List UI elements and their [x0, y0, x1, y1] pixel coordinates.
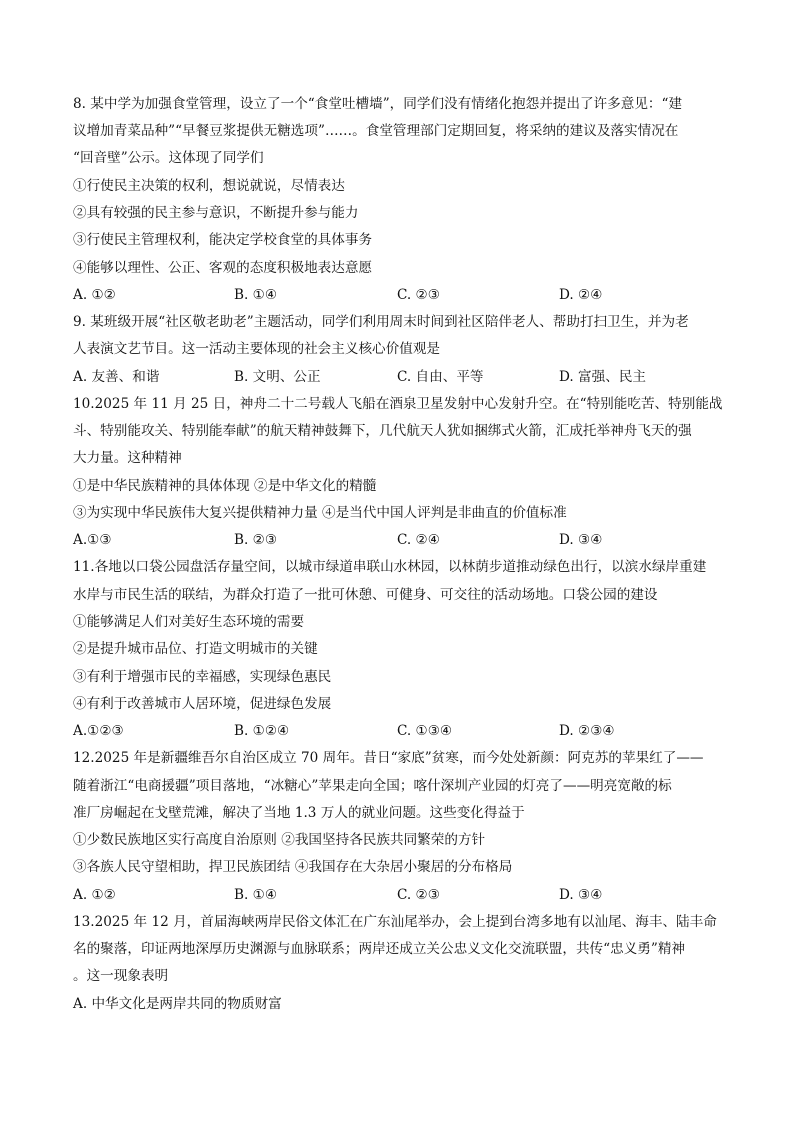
- question-stem-line: 斗、特别能攻关、特别能奉献”的航天精神鼓舞下，几代航天人犹如捆绑式火箭，汇成托举神舟飞天的强: [73, 423, 692, 439]
- answer-option-a: A. 中华文化是两岸共同的物质财富: [73, 996, 282, 1012]
- answer-option-d: D. ③④: [559, 532, 603, 548]
- question-stem-line: 9. 某班级开展“社区敬老助老”主题活动，同学们利用周末时间到社区陪伴老人、帮助打扫卫生，并为老: [73, 314, 689, 330]
- question-stem-line: 议增加青菜品种”“早餐豆浆提供无糖选项”……。食堂管理部门定期回复，将采纳的建议及落实情况在: [73, 123, 679, 139]
- answer-option-a: A.①③: [73, 532, 112, 548]
- question-stem-line: 水岸与市民生活的联结，为群众打造了一批可休憩、可健身、可交往的活动场地。口袋公园的建设: [73, 587, 658, 603]
- answer-option-d: D. ②④: [559, 287, 603, 303]
- statement-item: ②具有较强的民主参与意识，不断提升参与能力: [73, 205, 359, 221]
- answer-option-c: C. ②④: [397, 532, 440, 548]
- question-stem-line: 13.2025 年 12 月，首届海峡两岸民俗文体汇在广东汕尾举办，会上提到台湾多地有以汕尾、海丰、陆丰命: [73, 914, 717, 930]
- answer-option-b: B. ①④: [234, 287, 278, 303]
- question-stem-line: “回音壁”公示。这体现了同学们: [73, 150, 264, 166]
- answer-option-a: A. 友善、和谐: [73, 369, 160, 385]
- statement-item: ②是提升城市品位、打造文明城市的关键: [73, 641, 318, 657]
- statement-item: ④有利于改善城市人居环境，促进绿色发展: [73, 696, 332, 712]
- question-stem-line: 随着浙江“电商援疆”项目落地，“冰糖心”苹果走向全国；喀什深圳产业园的灯亮了——明亮宽敞的标: [73, 778, 672, 794]
- answer-option-d: D. 富强、民主: [559, 369, 647, 385]
- statement-item: ③行使民主管理权利，能决定学校食堂的具体事务: [73, 232, 373, 248]
- question-stem-line: 准厂房崛起在戈壁荒滩，解决了当地 1.3 万人的就业问题。这些变化得益于: [73, 805, 525, 821]
- answer-option-d: D. ②③④: [559, 723, 615, 739]
- statement-item: ①行使民主决策的权利，想说就说，尽情表达: [73, 178, 345, 194]
- answer-option-b: B. ②③: [234, 532, 278, 548]
- statement-item: ③有利于增强市民的幸福感，实现绿色惠民: [73, 669, 332, 685]
- answer-option-c: C. ②③: [397, 287, 440, 303]
- answer-option-b: B. ①④: [234, 887, 278, 903]
- question-stem-line: 。这一现象表明: [73, 968, 169, 984]
- statement-item: ①少数民族地区实行高度自治原则 ②我国坚持各民族共同繁荣的方针: [73, 832, 486, 848]
- question-stem-line: 12.2025 年是新疆维吾尔自治区成立 70 周年。昔日“家底”贫寒，而今处处新颜：阿克苏的苹果红了——: [73, 750, 704, 766]
- answer-option-a: A.①②③: [73, 723, 124, 739]
- answer-option-b: B. 文明、公正: [234, 369, 321, 385]
- question-stem-line: 10.2025 年 11 月 25 日，神舟二十二号载人飞船在酒泉卫星发射中心发射升空。在“特别能吃苦、特别能战: [73, 396, 723, 412]
- statement-item: ①能够满足人们对美好生态环境的需要: [73, 614, 305, 630]
- statement-item: ④能够以理性、公正、客观的态度积极地表达意愿: [73, 260, 373, 276]
- question-stem-line: 大力量。这种精神: [73, 450, 182, 466]
- statement-item: ③为实现中华民族伟大复兴提供精神力量 ④是当代中国人评判是非曲直的价值标准: [73, 505, 567, 521]
- answer-option-c: C. 自由、平等: [397, 369, 484, 385]
- statement-item: ①是中华民族精神的具体体现 ②是中华文化的精髓: [73, 478, 377, 494]
- answer-option-d: D. ③④: [559, 887, 603, 903]
- answer-option-a: A. ①②: [73, 887, 116, 903]
- question-stem-line: 8. 某中学为加强食堂管理，设立了一个“食堂吐槽墙”，同学们没有情绪化抱怨并提出了许多意见：“建: [73, 96, 683, 112]
- question-stem-line: 名的聚落，印证两地深厚历史渊源与血脉联系；两岸还成立关公忠义文化交流联盟，共传“忠义勇”精神: [73, 941, 686, 957]
- question-stem-line: 人表演文艺节目。这一活动主要体现的社会主义核心价值观是: [73, 341, 441, 357]
- answer-option-a: A. ①②: [73, 287, 116, 303]
- answer-option-c: C. ②③: [397, 887, 440, 903]
- answer-option-c: C. ①③④: [397, 723, 453, 739]
- question-stem-line: 11.各地以口袋公园盘活存量空间，以城市绿道串联山水林园，以林荫步道推动绿色出行，以滨水绿岸重建: [73, 559, 707, 575]
- statement-item: ③各族人民守望相助，捍卫民族团结 ④我国存在大杂居小聚居的分布格局: [73, 859, 513, 875]
- answer-option-b: B. ①②④: [234, 723, 290, 739]
